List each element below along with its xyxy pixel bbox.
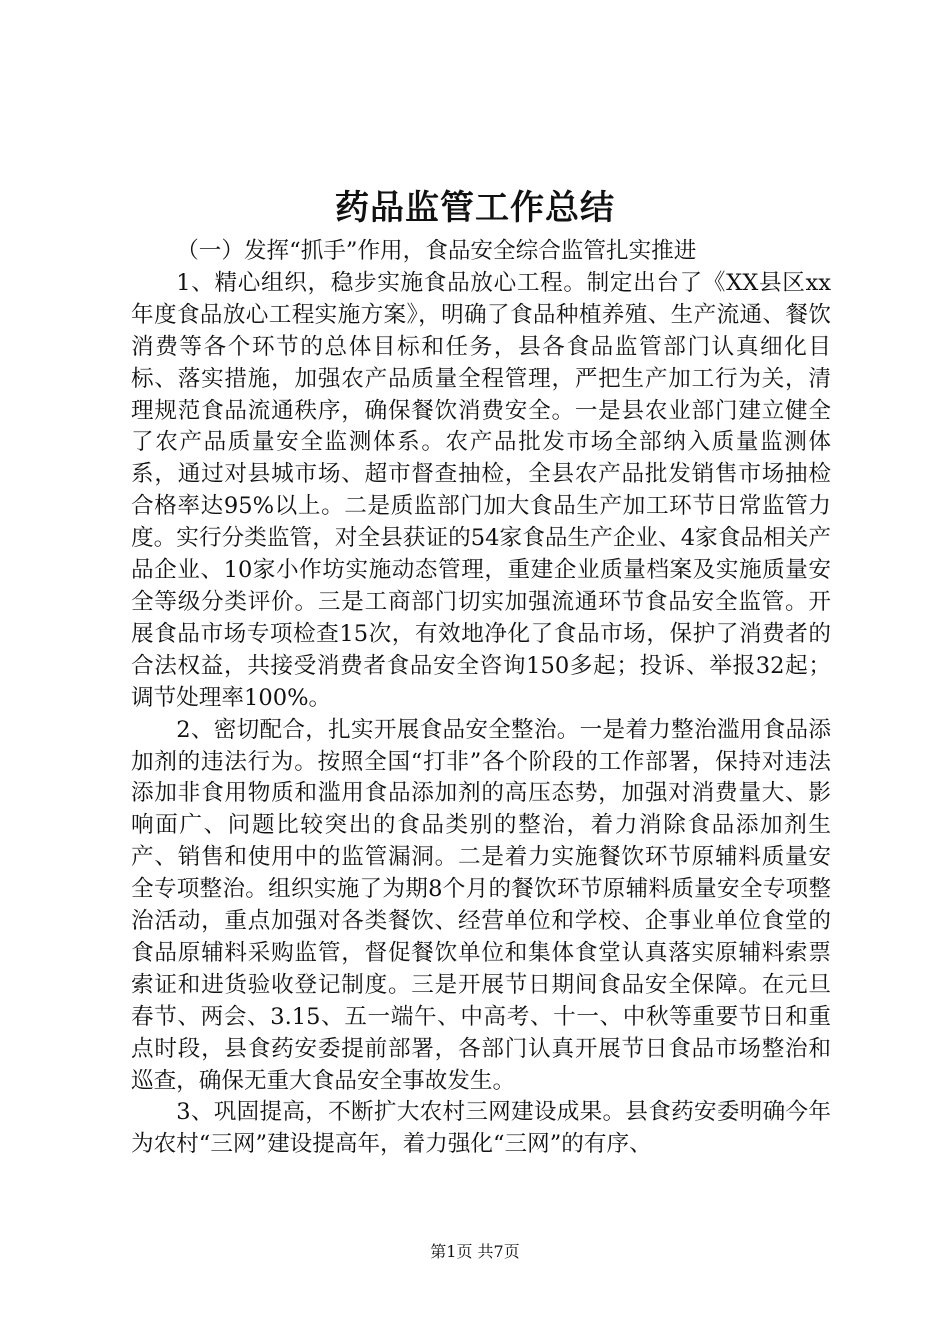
section-heading: （一）发挥“抓手”作用，食品安全综合监管扎实推进 (176, 238, 697, 264)
paragraph-1: 1、精心组织，稳步实施食品放心工程。制定出台了《XX县区xx年度食品放心工程实施方案》，明确了食品种植养殖、生产流通、餐饮消费等各个环节的总体目标和任务，县各食品监管部门认真细化目标、落实措施，加强农产品质量全程管理，严把生产加工行为关，清理规范食品流通秩序，确保餐饮消费安全。一是县农业部门建立健全了农产品质量安全监测体系。农产品批发市场全部纳入质量监测体系，通过对县城市场、超市督查抽检，全县农产品批发销售市场抽检合格率达95%以上。二是质监部门加大食品生产加工环节日常监管力度。实行分类监管，对全县获证的54家食品生产企业、4家食品相关产品企业、10家小作坊实施动态管理，重建企业质量档案及实施质量安全等级分类评价。三是工商部门切实加强流通环节食品安全监管。开展食品市场专项检查15次，有效地净化了食品市场，保护了消费者的合法权益，共接受消费者食品安全咨询150多起；投诉、举报32起；调节处理率100%。 (131, 269, 831, 711)
paragraph-3: 3、巩固提高，不断扩大农村三网建设成果。县食药安委明确今年为农村“三网”建设提高年，着力强化“三网”的有序、 (131, 1099, 831, 1158)
page-footer: 第1页 共7页 (430, 1242, 520, 1261)
paragraph-2: 2、密切配合，扎实开展食品安全整治。一是着力整治滥用食品添加剂的违法行为。按照全国“打非”各个阶段的工作部署，保持对违法添加非食用物质和滥用食品添加剂的高压态势，加强对消费量大、影响面广、问题比较突出的食品类别的整治，着力消除食品添加剂生产、销售和使用中的监管漏洞。二是着力实施餐饮环节原辅料质量安全专项整治。组织实施了为期8个月的餐饮环节原辅料质量安全专项整治活动，重点加强对各类餐饮、经营单位和学校、企事业单位食堂的食品原辅料采购监管，督促餐饮单位和集体食堂认真落实原辅料索票索证和进货验收登记制度。三是开展节日期间食品安全保障。在元旦春节、两会、3.15、五一端午、中高考、十一、中秋等重要节日和重点时段，县食药安委提前部署，各部门认真开展节日食品市场整治和巡查，确保无重大食品安全事故发生。 (131, 716, 831, 1094)
document-body (131, 236, 831, 1161)
page-title: 药品监管工作总结 (335, 188, 615, 228)
